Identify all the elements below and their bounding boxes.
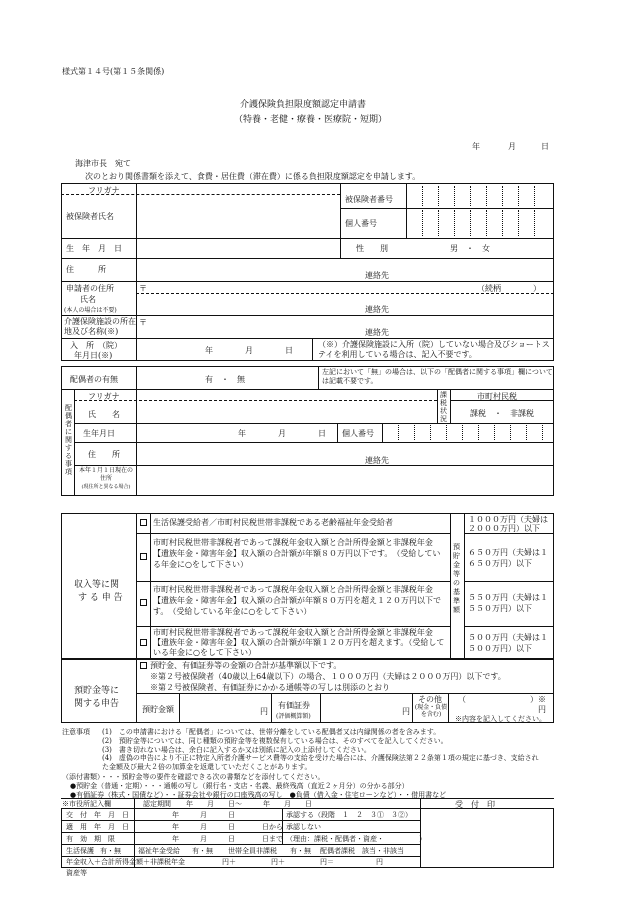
tax-options[interactable]: 課税 ・ 非課税 bbox=[470, 409, 534, 418]
applicant-contact-label: 連絡先 bbox=[365, 305, 389, 314]
admission-date-field[interactable]: 年 月 日 bbox=[205, 346, 293, 355]
spouse-side-label: 配偶者に関する事項 bbox=[65, 404, 72, 476]
office-title: ※市役所記入欄 bbox=[62, 800, 111, 808]
notes-head: 注意事項 bbox=[62, 728, 90, 736]
income-calc-label: 年金収入＋合計所得金額＋非課税年金 bbox=[66, 858, 185, 866]
income-option-3: 市町村民税世帯非課税者であって課税年金収入額と合計所得金額と非課税年金【遺族年金・障害年金】収入額の合計額が年額８０万円を超え１２０万円以下です。 （受給している年金に○をして下さい） bbox=[153, 585, 441, 616]
income-label: 収入等に関 bbox=[74, 580, 120, 590]
spouse-individual-number-label: 個人番号 bbox=[342, 429, 374, 438]
form-title: 介護保険負担限度額認定申請書 bbox=[240, 100, 367, 110]
income-option-2-checkbox[interactable] bbox=[140, 553, 147, 560]
postal-mark: 〒 bbox=[139, 284, 147, 293]
attach-2: ●有価証券（株式・国債など）・・証券会社や銀行の口座残高の写し ●負債（借入金・住宅ローンなど）・・借用書など bbox=[70, 791, 447, 799]
spouse-exists-options[interactable]: 有 ・ 無 bbox=[205, 375, 245, 384]
income-option-4: 市町村民税世帯非課税者であって課税年金収入額と合計所得金額と非課税年金【遺族年金・障害年金】収入額の合計額が年額１２０万円を超えます。（受給している年金に○をして下さい） bbox=[153, 628, 445, 657]
fill-note: ※内容を記入してください。 bbox=[455, 715, 546, 723]
spouse-exists-label: 配偶者の有無 bbox=[70, 375, 118, 384]
securities-yen: 円 bbox=[402, 707, 410, 716]
jan1-note: (現住所と異なる場合) bbox=[81, 484, 131, 490]
other-note: (現金・負債を含む) bbox=[414, 704, 448, 718]
valid-label: 有 効 期 限 bbox=[66, 835, 115, 843]
date-year: 年 bbox=[472, 142, 480, 151]
income-option-1: 生活保護受給者／市町村民税世帯非課税である老齢福祉年金受給者 bbox=[153, 518, 393, 527]
spouse-name-label: 氏 名 bbox=[88, 410, 120, 419]
jan1-label: 本年１月１日現在の住所 bbox=[78, 467, 133, 482]
tax-label: 課税状況 bbox=[440, 391, 447, 423]
pension-yn: 有・無 bbox=[192, 847, 213, 855]
pension-label: 福祉年金受給 bbox=[138, 847, 180, 855]
addressee: 海津市長 宛て bbox=[75, 159, 131, 168]
facility-label: 介護保険施設の所在地及び名称(※) bbox=[64, 317, 136, 336]
savings-line-1: 預貯金、有価証券等の金額の合計が基準額以下です。 bbox=[150, 661, 342, 670]
welfare-label: 生活保護 bbox=[66, 847, 94, 855]
household-label: 世帯全員非課税 bbox=[228, 847, 277, 855]
spouse-name-field[interactable] bbox=[138, 402, 434, 421]
valid-ymd: 年 月 日 bbox=[172, 835, 235, 843]
other-detail-field[interactable]: （ ）※ bbox=[458, 695, 546, 704]
assets-label: 資産等 bbox=[66, 869, 87, 877]
income-option-2: 市町村民税世帯非課税者であって課税年金収入額と合計所得金額と非課税年金【遺族年金・障害年金】収入額の合計額が年額８０万円以下です。 （受給している年金に○をして下さい） bbox=[153, 538, 441, 569]
applicant-address-label: 申請者の住所 bbox=[66, 284, 114, 293]
applicant-note: (本人の場合は不要) bbox=[64, 307, 117, 314]
reason-text: （理由：課税・配偶者・資産・ ） bbox=[286, 835, 426, 843]
welfare-yn: 有・無 bbox=[100, 847, 121, 855]
income-option-3-checkbox[interactable] bbox=[140, 599, 147, 606]
intro-text: 次のとおり関係書類を添えて、食費・居住費（滞在費）に係る負担限度額認定を申請します。 bbox=[85, 172, 421, 181]
other-yen: 円 bbox=[538, 705, 546, 714]
birth-label: 生 年 月 日 bbox=[66, 244, 122, 253]
admission-label: 入 所 （院） bbox=[70, 341, 122, 350]
individual-number-label: 個人番号 bbox=[345, 219, 377, 228]
spouse-furigana-label: フリガナ bbox=[88, 392, 120, 401]
standard-3: ５５０万円（夫婦は１５５０万円）以下 bbox=[468, 593, 548, 613]
securities-label: 有価証券 bbox=[278, 701, 310, 710]
household-yn: 有・無 bbox=[290, 847, 311, 855]
form-number: 様式第１４号(第１５条関係) bbox=[62, 67, 165, 76]
spouse-exists-note: 左記において「無」の場合は、以下の「配偶者に関する事項」欄については記載不要です。 bbox=[322, 368, 553, 385]
securities-field[interactable] bbox=[322, 695, 410, 721]
facility-postal-mark: 〒 bbox=[139, 318, 147, 327]
admission-label2: 年月日(※) bbox=[74, 351, 113, 360]
contact-label: 連絡先 bbox=[365, 271, 389, 280]
standard-2: ６５０万円（夫婦は１６５０万円）以下 bbox=[468, 548, 548, 568]
attach-1: ●預貯金（普通・定期）・・・通帳の写し（銀行名・支店・名義、最終残高（直近２ヶ月分）の分かる部分） bbox=[70, 782, 409, 790]
period-value: 年 月 日～ 年 月 日 bbox=[186, 800, 312, 808]
spouse-birth-field[interactable]: 年 月 日 bbox=[238, 429, 326, 438]
deposit-label: 預貯金額 bbox=[142, 705, 174, 714]
savings-line-2: ※第２号被保険者（40歳以上64歳以下）の場合、１０００万円（夫婦は２０００万円）以下です。 bbox=[150, 672, 506, 681]
insured-name-label: 被保険者氏名 bbox=[66, 212, 114, 221]
address-label: 住 所 bbox=[66, 265, 106, 274]
approve-text: 承認する（段階 １ ２ ３① ３②） bbox=[286, 811, 412, 819]
admission-note: （※）介護保険施設に入所（院）していない場合及びショートステイを利用している場合は、記入不要です。 bbox=[318, 340, 550, 359]
until-text: 日まで bbox=[262, 835, 283, 843]
note-3: (3) 書き切れない場合は、余白に記入するか又は別紙に記入の上添付してください。 bbox=[102, 746, 371, 754]
from-text: 日から bbox=[262, 823, 283, 831]
birth-field[interactable] bbox=[138, 240, 338, 256]
insured-name-field[interactable] bbox=[138, 200, 338, 236]
attach-head: （添付書類）・・・預貯金等の要件を確認できる次の書類などを添付してください。 bbox=[62, 773, 325, 781]
savings-label: 預貯金等に bbox=[74, 686, 120, 696]
other-label: その他 bbox=[418, 695, 442, 704]
savings-checkbox[interactable] bbox=[140, 662, 147, 669]
period-label: 認定期間 bbox=[143, 800, 171, 808]
deposit-yen: 円 bbox=[260, 707, 268, 716]
standard-label: 預貯金等の基準額 bbox=[453, 543, 460, 614]
deposit-field[interactable] bbox=[181, 695, 269, 721]
apply-label: 適 用 年 月 日 bbox=[66, 823, 129, 831]
note-1: (1) この申請書における「配偶者」については、世帯分離をしている配偶者又は内縁関係の者を含みます。 bbox=[102, 728, 441, 736]
tax-head: 市町村民税 bbox=[477, 392, 517, 401]
insured-number-label: 被保険者番号 bbox=[345, 195, 393, 204]
savings-label-2: 関する申告 bbox=[74, 699, 120, 709]
disapprove-text: 承認しない bbox=[286, 823, 321, 831]
spouse-tax-label: 配偶者課税 bbox=[320, 847, 355, 855]
spouse-address-label: 住 所 bbox=[88, 450, 120, 459]
sex-options[interactable]: 男 ・ 女 bbox=[450, 244, 490, 253]
income-option-1-checkbox[interactable] bbox=[140, 519, 147, 526]
standard-1: １０００万円（夫婦は２０００万円）以下 bbox=[468, 515, 548, 533]
income-calc-value: 円＋ 円＋ 円＝ 円 bbox=[222, 858, 383, 866]
income-label-2: す る 申 告 bbox=[78, 593, 123, 603]
issue-ymd: 年 月 日 bbox=[172, 811, 235, 819]
applicant-name-label: 氏名 bbox=[80, 295, 96, 304]
date-month: 月 bbox=[508, 142, 516, 151]
facility-contact-label: 連絡先 bbox=[365, 328, 389, 337]
furigana-label: フリガナ bbox=[88, 186, 120, 195]
spouse-birth-label: 生年月日 bbox=[83, 429, 115, 438]
form-subtitle: （特養・老健・療養・医療院・短期） bbox=[234, 115, 388, 125]
spouse-contact-label: 連絡先 bbox=[365, 456, 389, 465]
securities-note: (評価概算額) bbox=[276, 713, 311, 720]
note-4: (4) 虚偽の申告により不正に特定入所者介護サービス費等の支給を受けた場合には、介護保険法第２２条第１項の規定に基づき、支給された金額及び最大２倍の加算金を返還していただくことがあります。 bbox=[102, 754, 539, 771]
spouse-tax-value: 該当・非該当 bbox=[362, 847, 404, 855]
standard-4: ５００万円（夫婦は１５００万円）以下 bbox=[468, 633, 548, 653]
note-2: (2) 預貯金等については、同じ種類の預貯金等を複数保有している場合は、そのすべてを記入してください。 bbox=[102, 737, 448, 745]
apply-ymd: 年 月 日 bbox=[172, 823, 235, 831]
issue-label: 交 付 年 月 日 bbox=[66, 811, 129, 819]
receipt-stamp-label: 受 付 印 bbox=[455, 800, 495, 809]
sex-label: 性 別 bbox=[356, 244, 388, 253]
income-option-4-checkbox[interactable] bbox=[140, 639, 147, 646]
savings-line-3: ※第２号被保険者、有価証券にかかる通帳等の写しは別添のとおり bbox=[150, 683, 390, 692]
date-day: 日 bbox=[541, 142, 549, 151]
relation-field[interactable]: （続柄 ） bbox=[477, 284, 541, 293]
